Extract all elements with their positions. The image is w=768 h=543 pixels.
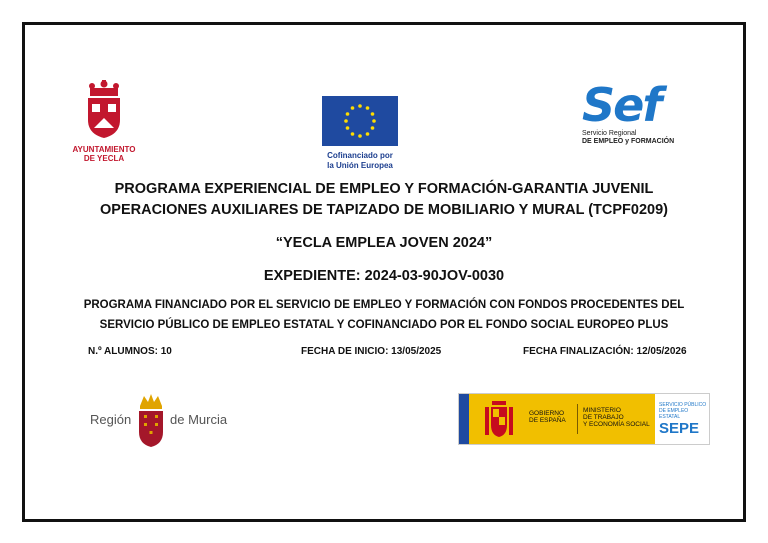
ministerio-line2: DE TRABAJO xyxy=(583,414,624,421)
expediente: EXPEDIENTE: 2024-03-90JOV-0030 xyxy=(263,268,505,284)
sepe-line2: DE EMPLEO ESTATAL xyxy=(659,408,689,420)
ayuntamiento-line1: AYUNTAMIENTO xyxy=(72,145,136,154)
program-title-line1: PROGRAMA EXPERIENCIAL DE EMPLEO Y FORMACIÓN-GARANTIA JUVENIL xyxy=(114,181,654,197)
spain-coat-of-arms-icon xyxy=(483,397,515,441)
ministerio-text xyxy=(583,407,650,428)
eu-strip xyxy=(459,394,469,444)
ministerio-line1: MINISTERIO xyxy=(583,407,621,414)
eu-caption-line2: la Unión Europea xyxy=(327,161,393,170)
program-title-line2: OPERACIONES AUXILIARES DE TAPIZADO DE MOBILIARIO Y MURAL (TCPF0209) xyxy=(100,202,668,218)
murcia-crown-shield-icon xyxy=(136,392,166,448)
fecha-inicio: FECHA DE INICIO: 13/05/2025 xyxy=(301,346,442,357)
gobierno-line2: DE ESPAÑA xyxy=(529,417,566,424)
gobierno-text xyxy=(529,410,566,424)
sepe-box xyxy=(655,394,709,444)
region-murcia-logo xyxy=(90,392,240,448)
fecha-finalizacion: FECHA FINALIZACIÓN: 12/05/2026 xyxy=(523,346,687,357)
sef-caption-line2: DE EMPLEO y FORMACIÓN xyxy=(582,138,675,145)
gobierno-line1: GOBIERNO xyxy=(529,410,565,417)
divider xyxy=(577,404,578,434)
project-name: “YECLA EMPLEA JOVEN 2024” xyxy=(275,235,493,251)
ayuntamiento-line2: DE YECLA xyxy=(83,154,125,163)
financing-line1: PROGRAMA FINANCIADO POR EL SERVICIO DE EMPLEO Y FORMACIÓN CON FONDOS PROCEDENTES DEL xyxy=(83,299,685,311)
eu-logo xyxy=(318,96,402,174)
sepe-line1: SERVICIO PÚBLICO xyxy=(659,402,707,408)
ministerio-line3: Y ECONOMÍA SOCIAL xyxy=(583,421,650,428)
eu-flag-icon xyxy=(322,96,398,146)
num-alumnos: N.º ALUMNOS: 10 xyxy=(88,346,172,357)
sef-wordmark: Sef xyxy=(582,78,661,132)
ayuntamiento-logo xyxy=(68,80,140,165)
eu-caption-line1: Cofinanciado por xyxy=(327,151,393,160)
sef-caption-line1: Servicio Regional xyxy=(582,130,637,137)
financing-line2: SERVICIO PÚBLICO DE EMPLEO ESTATAL Y COFINANCIADO POR EL FONDO SOCIAL EUROPEO PLUS xyxy=(99,319,669,331)
murcia-right-text: de Murcia xyxy=(170,412,228,427)
murcia-left-text: Región xyxy=(90,412,132,427)
yecla-coat-of-arms-icon xyxy=(68,80,140,140)
sef-logo xyxy=(582,80,692,160)
gobierno-sepe-logo xyxy=(458,393,710,445)
sepe-wordmark: SEPE xyxy=(659,420,700,437)
